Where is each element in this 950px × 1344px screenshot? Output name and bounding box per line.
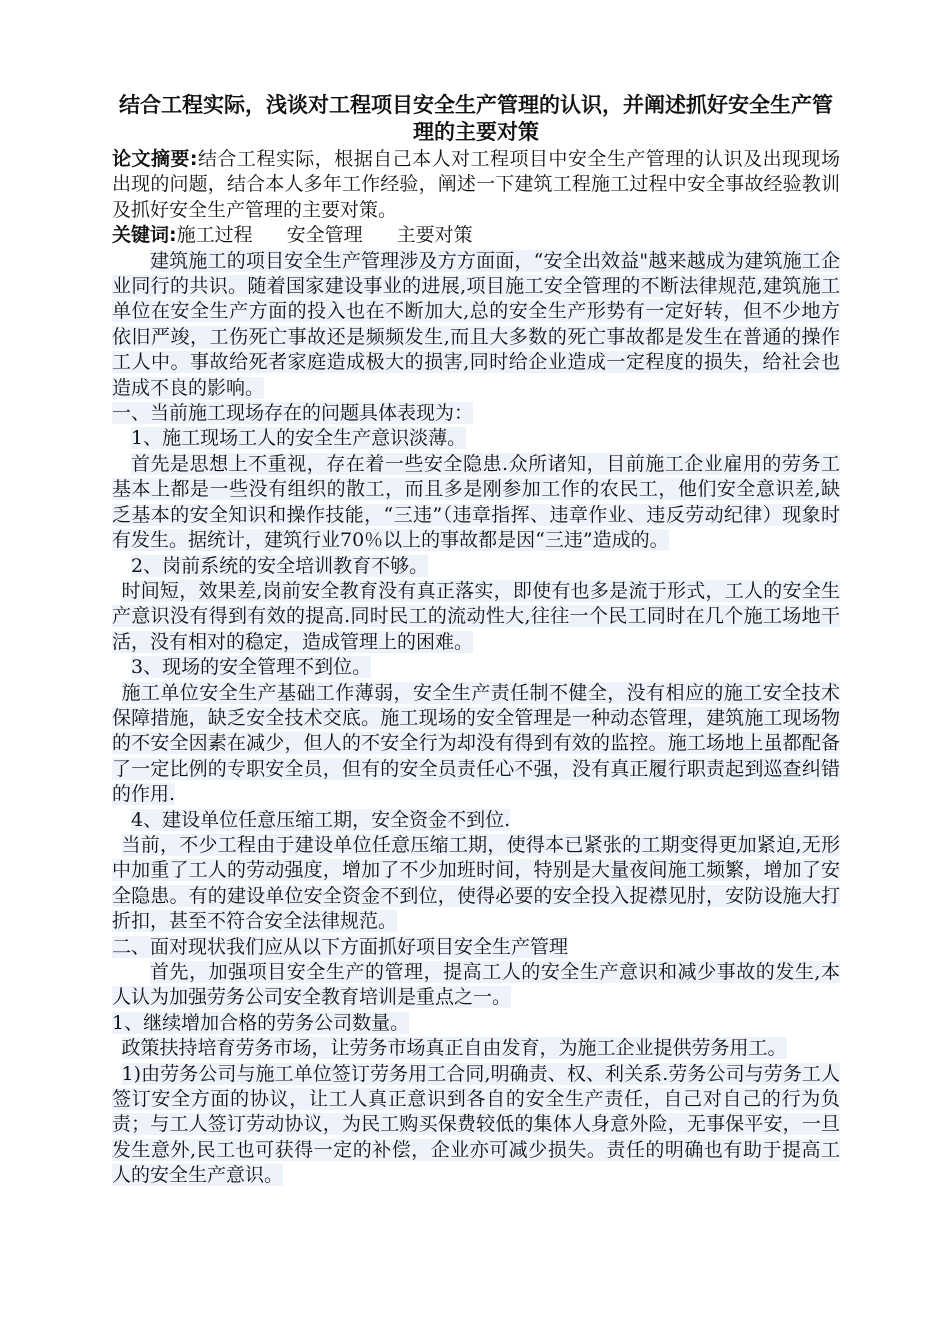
intro-paragraph: 建筑施工的项目安全生产管理涉及方方面面，“安全出效益"越来越成为建筑施工企业同行的共识。随着国家建设事业的进展,项目施工安全管理的不断法律规范,建筑施工单位在安全生产方面的投入也在不断加大,总的安全生产形势有一定好转，但不少地方依旧严竣，工伤死亡事故还是频频发生,而且大多数的死亡事故都是发生在普通的操作工人中。事故给死者家庭造成极大的损害,同时给企业造成一定程度的损失，给社会也造成不良的影响。 (112, 249, 840, 399)
section2-item1-heading: 1、继续增加合格的劳务公司数量。 (112, 1011, 410, 1034)
abstract-text: 结合工程实际，根据自己本人对工程项目中安全生产管理的认识及出现现场出现的问题，结合本人多年工作经验，阐述一下建筑工程施工过程中安全事故经验教训及抓好安全生产管理的主要对策。 (112, 148, 840, 221)
section2-intro: 首先，加强项目安全生产的管理，提高工人的安全生产意识和减少事故的发生,本人认为加强劳务公司安全教育培训是重点之一。 (112, 961, 840, 1009)
keyword-2: 安全管理 (286, 224, 363, 247)
abstract-label: 论文摘要: (112, 148, 198, 170)
section1-item1-heading: 1、施工现场工人的安全生产意识淡薄。 (131, 427, 467, 450)
section1-heading: 一、当前施工现场存在的问题具体表现为： (112, 402, 474, 425)
section1-item2-body: 时间短，效果差,岗前安全教育没有真正落实，即使有也多是流于形式，工人的安全生产意识没有得到有效的提高.同时民工的流动性大,往往一个民工同时在几个施工场地干活，没有相对的稳定，造成管理上的困难。 (112, 579, 840, 653)
section1-item2-heading: 2、岗前系统的安全培训教育不够。 (131, 554, 429, 577)
section1-item4-heading: 4、建设单位任意压缩工期，安全资金不到位. (131, 808, 511, 831)
section1-item1-body: 首先是思想上不重视，存在着一些安全隐患.众所诸知，目前施工企业雇用的劳务工基本上都是一些没有组织的散工，而且多是刚参加工作的农民工，他们安全意识差,缺乏基本的安全知识和操作技能，“三违”（违章指挥、违章作业、违反劳动纪律）现象时有发生。据统计，建筑行业70％以上的事故都是因“三违”造成的。 (112, 452, 840, 552)
keywords-line (112, 223, 840, 248)
section1-item3-body: 施工单位安全生产基础工作薄弱，安全生产责任制不健全，没有相应的施工安全技术保障措施，缺乏安全技术交底。施工现场的安全管理是一种动态管理，建筑施工现场物的不安全因素在减少，但人的不安全行为却没有得到有效的监控。施工场地上虽都配备了一定比例的专职安全员，但有的安全员责任心不强，没有真正履行职责起到巡查纠错的作用. (112, 681, 840, 806)
keyword-3: 主要对策 (396, 224, 473, 247)
section1-item3-heading: 3、现场的安全管理不到位。 (131, 656, 372, 679)
section2-item1-body: 政策扶持培育劳务市场，让劳务市场真正自由发育，为施工企业提供劳务用工。 (121, 1037, 787, 1060)
section1-item4-body: 当前，不少工程由于建设单位任意压缩工期，使得本已紧张的工期变得更加紧迫,无形中加重了工人的劳动强度，增加了不少加班时间，特别是大量夜间施工频繁，增加了安全隐患。有的建设单位安全资金不到位，使得必要的安全投入捉襟见肘，安防设施大打折扣，甚至不符合安全法律规范。 (112, 833, 840, 933)
section2-item1-sub1: 1)由劳务公司与施工单位签订劳务用工合同,明确责、权、利关系.劳务公司与劳务工人签订安全方面的协议，让工人真正意识到各自的安全生产责任，自己对自己的行为负责；与工人签订劳动协议，为民工购买保费较低的集体人身意外险，无事保平安，一旦发生意外,民工也可获得一定的补偿，企业亦可减少损失。责任的明确也有助于提高工人的安全生产意识。 (112, 1062, 840, 1187)
section2-heading: 二、面对现状我们应从以下方面抓好项目安全生产管理 (112, 935, 569, 958)
document-title: 结合工程实际，浅谈对工程项目安全生产管理的认识，并阐述抓好安全生产管理的主要对策 (119, 93, 833, 144)
keyword-1: 施工过程 (176, 224, 253, 247)
keywords-label: 关键词: (112, 224, 177, 247)
abstract-paragraph (112, 147, 840, 223)
